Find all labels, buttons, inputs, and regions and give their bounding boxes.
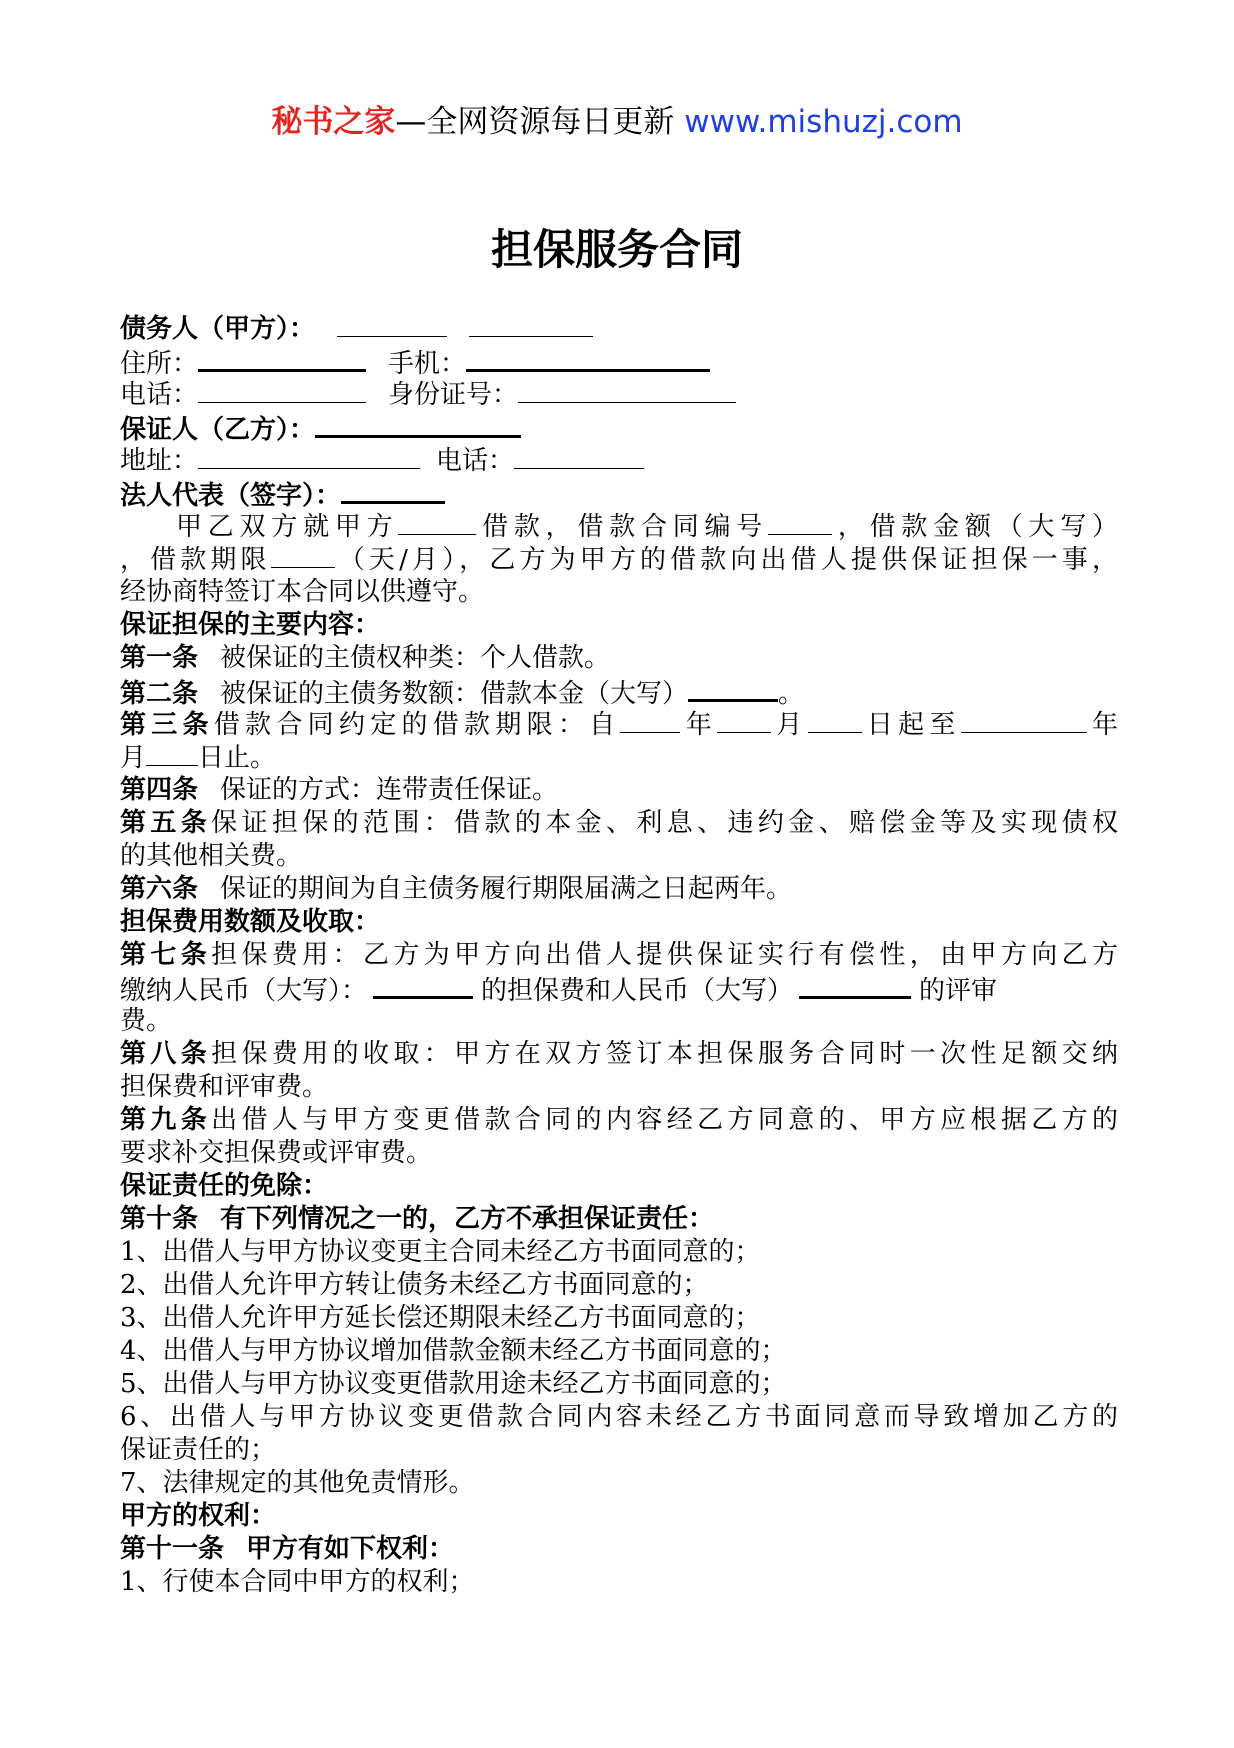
intro-paragraph-line-3: 经协商特签订本合同以供遵守。 xyxy=(120,577,485,607)
article-text: 被保证的主债权种类：个人借款。 xyxy=(220,643,611,673)
tel-line xyxy=(120,378,1118,411)
address-field[interactable] xyxy=(198,345,366,372)
article-label: 第七条 xyxy=(120,940,212,970)
loan-term-field[interactable] xyxy=(271,543,335,568)
article-1 xyxy=(120,642,1118,675)
start-year-field[interactable] xyxy=(620,708,680,733)
guarantor-name-field[interactable] xyxy=(315,411,521,438)
tel-label: 电话： xyxy=(120,380,199,410)
guarantor-line xyxy=(120,411,1118,444)
article-text: 缴纳人民币（大写）： xyxy=(120,976,368,1005)
document-title: 担保服务合同 xyxy=(490,225,743,274)
article-text: 担保费用的收取：甲方在双方签订本担保服务合同时一次性足额交纳 xyxy=(211,1039,1118,1069)
list-item: 7、法律规定的其他免责情形。 xyxy=(120,1468,475,1498)
article-2 xyxy=(120,675,1118,708)
id-label: 身份证号： xyxy=(388,380,519,410)
article-label: 第五条 xyxy=(120,808,212,838)
list-item: 保证责任的； xyxy=(120,1435,277,1465)
article-text: 日起至 xyxy=(861,710,961,740)
address-line xyxy=(120,345,1118,378)
list-item: 6、出借人与甲方协议变更借款合同内容未经乙方书面同意而导致增加乙方的 xyxy=(120,1402,1118,1432)
article-text: 借款合同约定的借款期限：自 xyxy=(213,710,621,740)
article-5-line-1 xyxy=(120,807,1118,840)
list-item: 1、行使本合同中甲方的权利； xyxy=(120,1567,475,1597)
phone-label: 手机： xyxy=(388,349,467,378)
legal-rep-signature-field[interactable] xyxy=(341,477,445,504)
article-7-line-3: 费。 xyxy=(120,1006,173,1036)
article-text: 出借人与甲方变更借款合同的内容经乙方同意的、甲方应根据乙方的 xyxy=(211,1105,1118,1135)
article-label: 第二条 xyxy=(120,679,199,708)
intro-text: ，借款金额（大写） xyxy=(832,512,1118,542)
article-10 xyxy=(120,1203,1118,1236)
guarantor-address-label: 地址： xyxy=(120,446,199,476)
intro-paragraph-line-1 xyxy=(120,510,1118,543)
guarantor-label: 保证人（乙方）： xyxy=(120,415,316,444)
article-label: 第十一条 xyxy=(120,1534,225,1564)
article-text: 保证担保的范围：借款的本金、利息、违约金、赔偿金等及实现债权 xyxy=(211,808,1118,838)
article-label: 第六条 xyxy=(120,874,199,904)
article-text: 甲方有如下权利： xyxy=(246,1534,455,1564)
article-text: 年 xyxy=(680,710,717,740)
article-text: 年 xyxy=(1086,710,1118,740)
guarantor-address-line xyxy=(120,444,1118,477)
loan-purpose-field[interactable] xyxy=(398,510,476,535)
article-text: 月 xyxy=(771,710,808,740)
brand-name: 秘书之家 xyxy=(271,104,396,140)
article-9-line-1 xyxy=(120,1104,1118,1137)
article-label: 第三条 xyxy=(120,710,214,740)
guarantee-fee-field[interactable] xyxy=(373,972,473,999)
article-text: 保证的期间为自主债务履行期限届满之日起两年。 xyxy=(220,874,793,904)
article-label: 第八条 xyxy=(120,1039,212,1069)
article-3-line-1 xyxy=(120,708,1118,741)
site-header xyxy=(0,102,1234,142)
loan-contract-number-field[interactable] xyxy=(768,510,832,535)
intro-text: 借款，借款合同编号 xyxy=(476,512,769,542)
site-url-link[interactable]: www.mishuzj.com xyxy=(684,104,963,140)
article-label: 第一条 xyxy=(120,643,199,673)
section-heading-main-content: 保证担保的主要内容： xyxy=(120,610,381,640)
guarantor-address-field[interactable] xyxy=(198,444,420,469)
article-text: 的评审 xyxy=(919,976,998,1005)
legal-rep-line xyxy=(120,477,1118,510)
intro-text: ，借款期限 xyxy=(120,545,271,575)
list-item: 4、出借人与甲方协议增加借款金额未经乙方书面同意的； xyxy=(120,1336,787,1366)
article-11 xyxy=(120,1533,1118,1566)
article-label: 第十条 xyxy=(120,1204,199,1234)
guarantor-tel-field[interactable] xyxy=(514,444,644,469)
article-label: 第四条 xyxy=(120,775,199,805)
article-text: 被保证的主债务数额：借款本金（大写） xyxy=(220,679,689,708)
section-heading-exemption: 保证责任的免除： xyxy=(120,1171,329,1201)
end-year-field[interactable] xyxy=(961,708,1087,733)
address-label: 住所： xyxy=(120,349,199,378)
article-label: 第九条 xyxy=(120,1105,212,1135)
article-8-line-1 xyxy=(120,1038,1118,1071)
article-4 xyxy=(120,774,1118,807)
phone-field[interactable] xyxy=(466,345,710,372)
article-8-line-2: 担保费和评审费。 xyxy=(120,1072,329,1102)
intro-text: （天/月），乙方为甲方的借款向出借人提供保证担保一事， xyxy=(334,545,1118,575)
site-tagline: —全网资源每日更新 xyxy=(395,104,675,140)
tel-field[interactable] xyxy=(198,378,366,403)
debtor-name-field[interactable] xyxy=(337,312,447,337)
section-heading-rights: 甲方的权利： xyxy=(120,1501,277,1531)
principal-amount-field[interactable] xyxy=(688,675,778,702)
intro-paragraph-line-2 xyxy=(120,543,1118,576)
debtor-line xyxy=(120,312,1118,345)
article-text: 月 xyxy=(120,743,147,773)
section-heading-fees: 担保费用数额及收取： xyxy=(120,907,381,937)
article-text: 有下列情况之一的，乙方不承担保证责任： xyxy=(220,1204,715,1234)
article-7-line-1 xyxy=(120,939,1118,972)
article-text: 担保费用：乙方为甲方向出借人提供保证实行有偿性，由甲方向乙方 xyxy=(211,940,1118,970)
start-month-field[interactable] xyxy=(717,708,771,733)
article-6 xyxy=(120,873,1118,906)
start-day-field[interactable] xyxy=(808,708,862,733)
list-item: 2、出借人允许甲方转让债务未经乙方书面同意的； xyxy=(120,1270,709,1300)
contract-body xyxy=(120,312,1118,1599)
article-text: 。 xyxy=(778,679,805,708)
article-7-line-2 xyxy=(120,972,1118,1005)
list-item: 5、出借人与甲方协议变更借款用途未经乙方书面同意的； xyxy=(120,1369,787,1399)
article-9-line-2: 要求补交担保费或评审费。 xyxy=(120,1138,433,1168)
list-item: 1、出借人与甲方协议变更主合同未经乙方书面同意的； xyxy=(120,1237,761,1267)
guarantor-tel-label: 电话： xyxy=(436,446,515,476)
article-5-line-2: 的其他相关费。 xyxy=(120,841,303,871)
article-3-line-2 xyxy=(120,741,1118,774)
debtor-name-field-2[interactable] xyxy=(469,312,593,337)
list-item: 3、出借人允许甲方延长偿还期限未经乙方书面同意的； xyxy=(120,1303,761,1333)
article-text: 保证的方式：连带责任保证。 xyxy=(220,775,559,805)
review-fee-field[interactable] xyxy=(799,972,911,999)
debtor-label: 债务人（甲方）： xyxy=(120,314,316,344)
intro-text: 甲乙双方就甲方 xyxy=(176,512,399,542)
id-number-field[interactable] xyxy=(518,378,736,403)
article-text: 的担保费和人民币（大写） xyxy=(481,976,794,1005)
end-day-field[interactable] xyxy=(146,741,198,766)
article-text: 日止。 xyxy=(198,743,277,773)
legal-rep-label: 法人代表（签字）： xyxy=(120,481,342,510)
